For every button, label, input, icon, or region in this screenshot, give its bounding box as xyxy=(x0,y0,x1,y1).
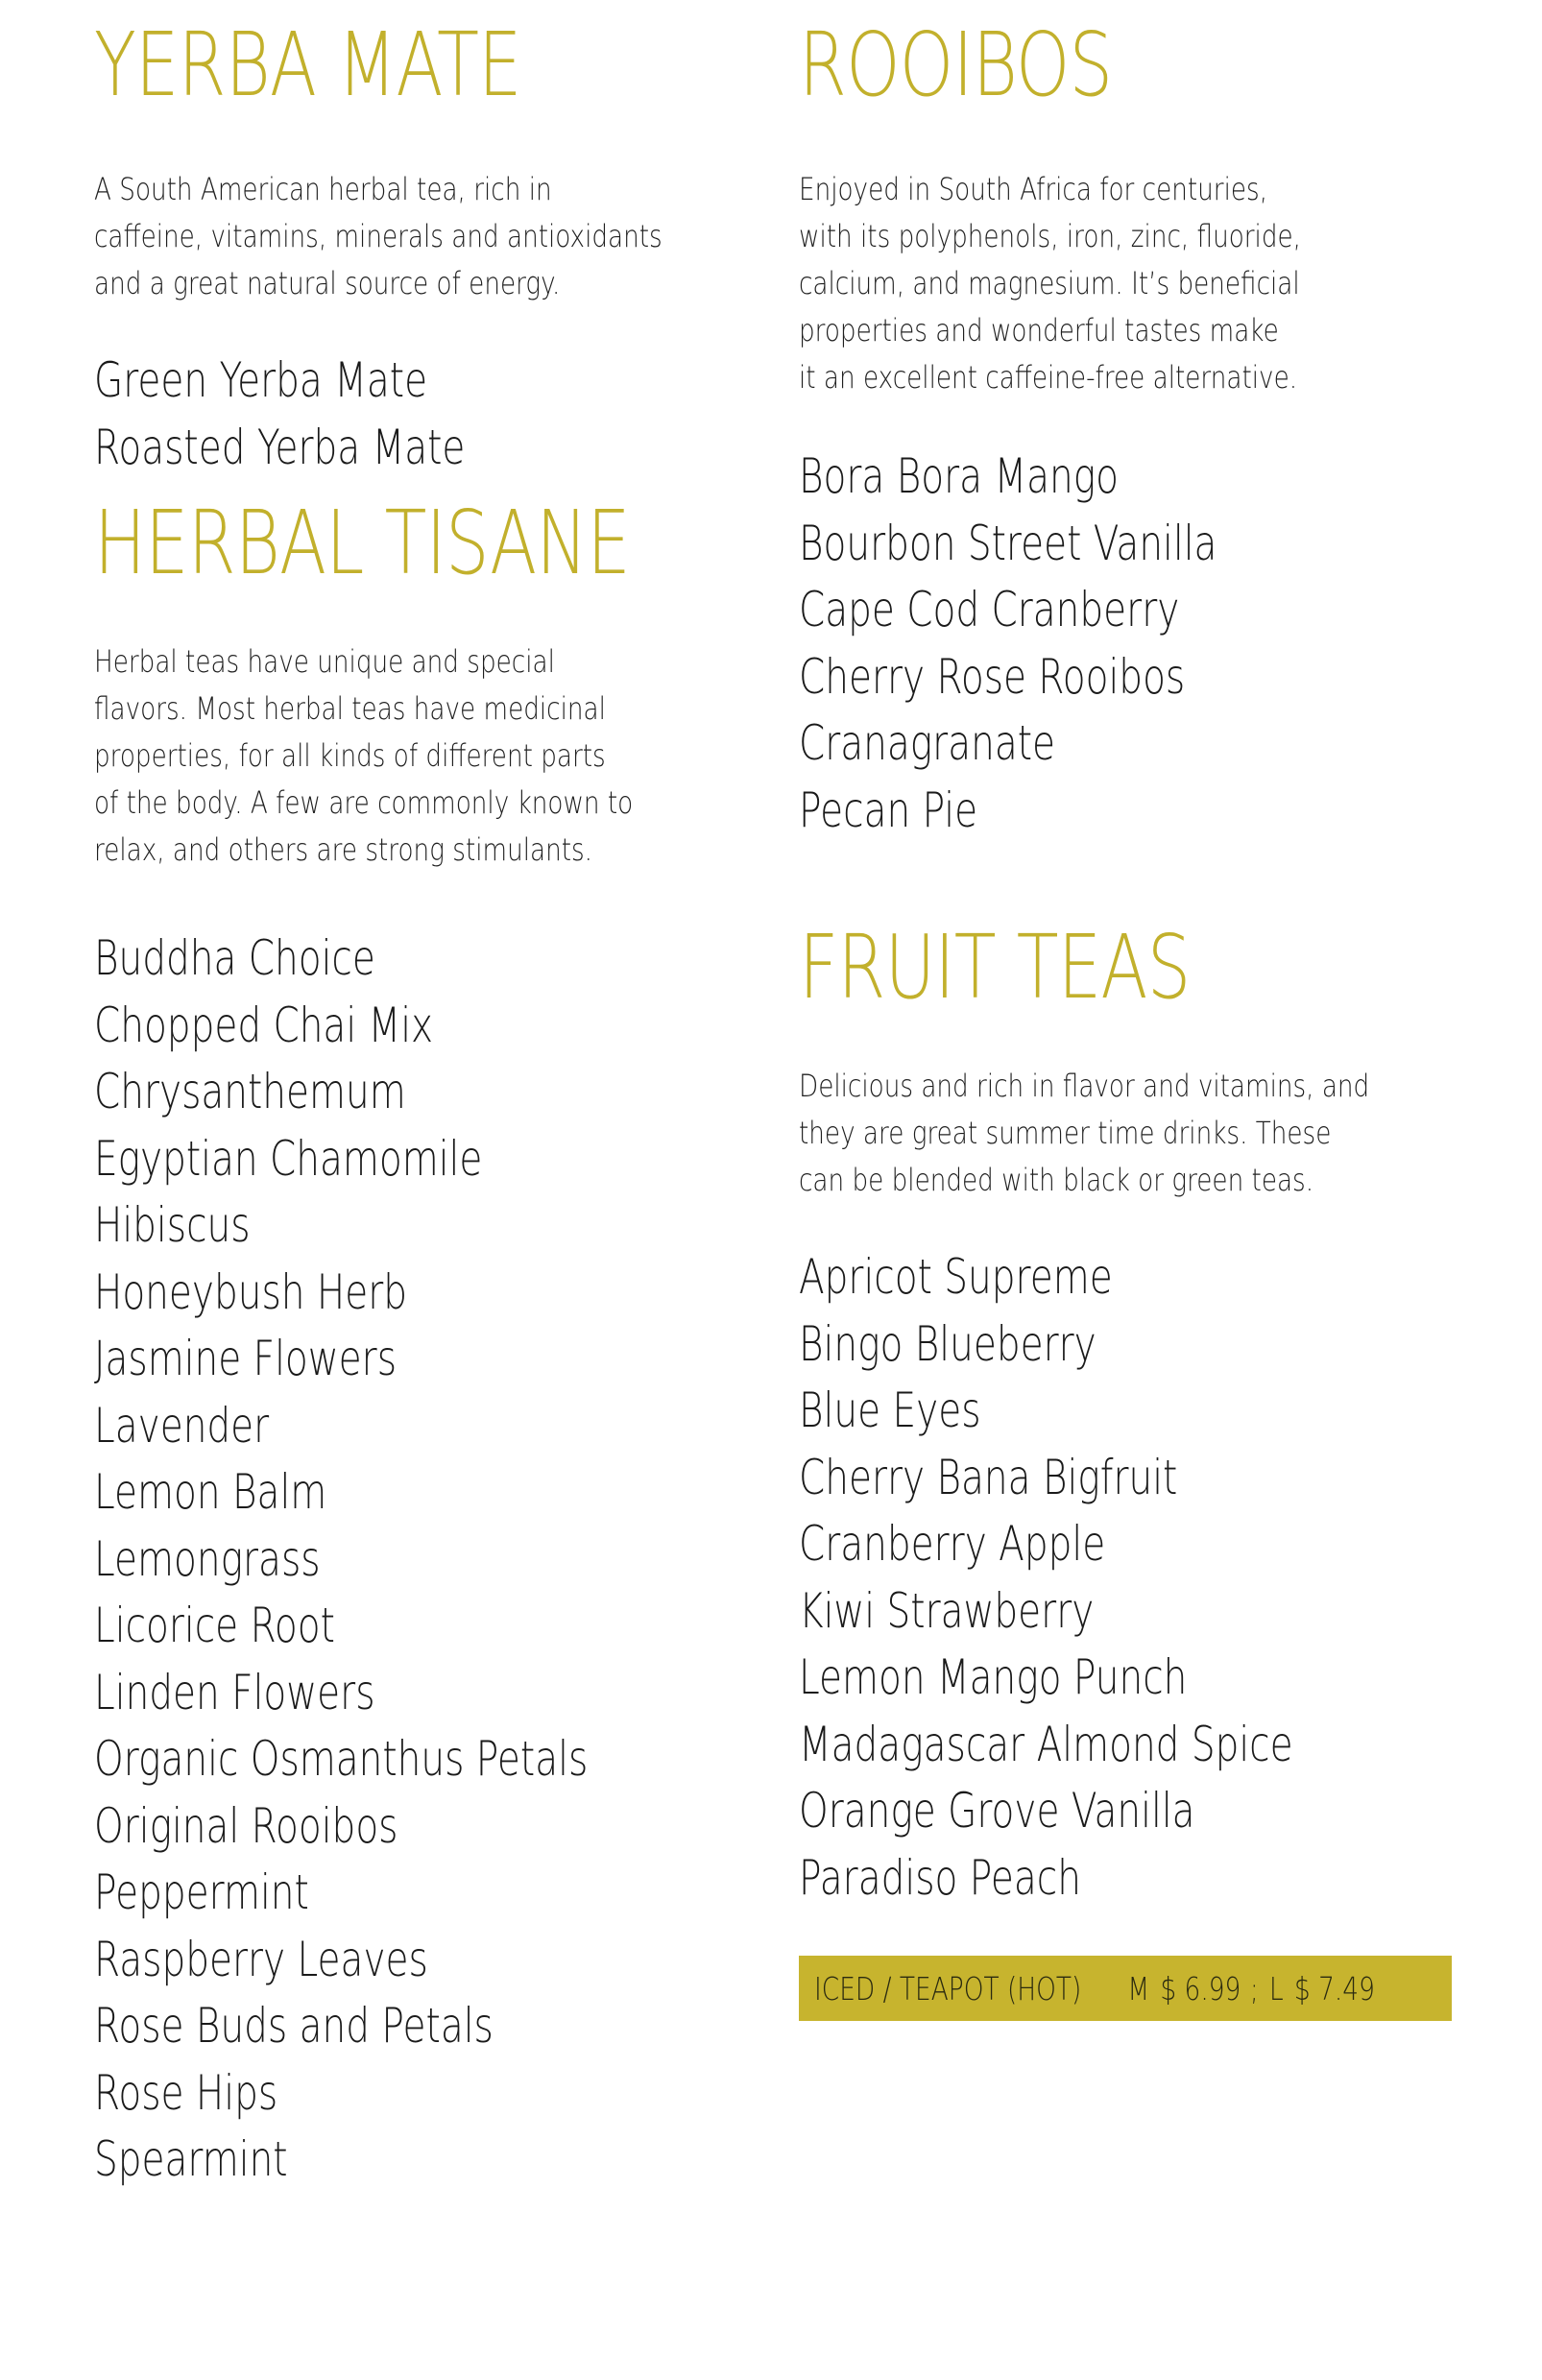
price-bar xyxy=(799,1956,1452,2021)
section-description: Herbal teas have unique and special flavors. Most herbal teas have medicinal properties, for all kinds of different parts of the body. A few are commonly known to relax, and others are strong stimulants. xyxy=(94,643,634,868)
menu-item: Orange Grove Vanilla xyxy=(799,1783,1195,1839)
medium-price: $ 6.99 xyxy=(1160,1969,1241,2007)
menu-item: Cranberry Apple xyxy=(799,1516,1106,1572)
price-content xyxy=(799,1970,1380,2007)
menu-item: Bourbon Street Vanilla xyxy=(799,515,1217,571)
menu-item: Cherry Rose Rooibos xyxy=(799,648,1186,705)
menu-item: Buddha Choice xyxy=(94,930,375,986)
menu-item: Organic Osmanthus Petals xyxy=(94,1731,589,1787)
menu-item: Paradiso Peach xyxy=(799,1849,1081,1906)
menu-item: Bingo Blueberry xyxy=(799,1315,1096,1372)
menu-item: Madagascar Almond Spice xyxy=(799,1716,1293,1772)
section-yerba-mate xyxy=(94,13,709,481)
menu-item: Egyptian Chamomile xyxy=(94,1130,483,1187)
price-separator: ; xyxy=(1249,1969,1259,2007)
section-rooibos xyxy=(799,13,1471,844)
item-list xyxy=(799,1244,1471,1911)
large-size: L xyxy=(1269,1969,1284,2007)
menu-item: Chrysanthemum xyxy=(94,1064,406,1119)
item-list xyxy=(94,348,709,481)
menu-item: Honeybush Herb xyxy=(94,1263,408,1320)
section-title: HERBAL TISANE xyxy=(94,492,630,594)
menu-item: Chopped Chai Mix xyxy=(94,997,434,1053)
item-list xyxy=(94,926,709,2194)
section-title: FRUIT TEAS xyxy=(799,916,1191,1019)
menu-item: Hibiscus xyxy=(94,1197,251,1253)
menu-item: Green Yerba Mate xyxy=(94,352,428,408)
menu-item: Bora Bora Mango xyxy=(799,448,1119,504)
medium-size: M xyxy=(1127,1969,1150,2007)
menu-item: Raspberry Leaves xyxy=(94,1931,428,1987)
menu-item: Jasmine Flowers xyxy=(94,1331,398,1386)
menu-item: Rose Hips xyxy=(94,2064,278,2121)
menu-item: Peppermint xyxy=(94,1864,309,1920)
section-title: ROOIBOS xyxy=(799,13,1113,116)
menu-item: Blue Eyes xyxy=(799,1382,981,1438)
menu-item: Cape Cod Cranberry xyxy=(799,582,1180,637)
menu-item: Lemon Balm xyxy=(94,1464,327,1520)
menu-item: Roasted Yerba Mate xyxy=(94,419,466,475)
menu-item: Licorice Root xyxy=(94,1598,335,1653)
menu-item: Lemongrass xyxy=(94,1530,321,1587)
price-label: ICED / TEAPOT (HOT) xyxy=(814,1969,1082,2007)
section-herbal-tisane xyxy=(94,492,709,2194)
large-price: $ 7.49 xyxy=(1293,1969,1375,2007)
menu-item: Rose Buds and Petals xyxy=(94,1998,494,2054)
section-description: A South American herbal tea, rich in caffeine, vitamins, minerals and antioxidants and a great natural source of energy. xyxy=(94,171,663,301)
menu-item: Lemon Mango Punch xyxy=(799,1649,1188,1705)
item-list xyxy=(799,444,1471,844)
menu-item: Cherry Bana Bigfruit xyxy=(799,1449,1178,1505)
menu-item: Apricot Supreme xyxy=(799,1249,1113,1305)
section-description: Enjoyed in South Africa for centuries, with its polyphenols, iron, zinc, fluoride, calcium, and magnesium. It’s beneficial properties and wonderful tastes make it an excellent caffeine-free alternative. xyxy=(799,171,1301,396)
section-fruit-teas xyxy=(799,916,1471,1911)
menu-item: Original Rooibos xyxy=(94,1797,398,1854)
menu-item: Kiwi Strawberry xyxy=(799,1582,1095,1639)
menu-item: Linden Flowers xyxy=(94,1664,375,1720)
menu-item: Pecan Pie xyxy=(799,781,978,838)
section-description: Delicious and rich in flavor and vitamins, and they are great summer time drinks. These can be blended with black or green teas. xyxy=(799,1068,1370,1198)
section-title: YERBA MATE xyxy=(94,13,521,116)
menu-item: Spearmint xyxy=(94,2131,288,2187)
menu-item: Lavender xyxy=(94,1397,270,1454)
menu-item: Cranagranate xyxy=(799,715,1056,771)
